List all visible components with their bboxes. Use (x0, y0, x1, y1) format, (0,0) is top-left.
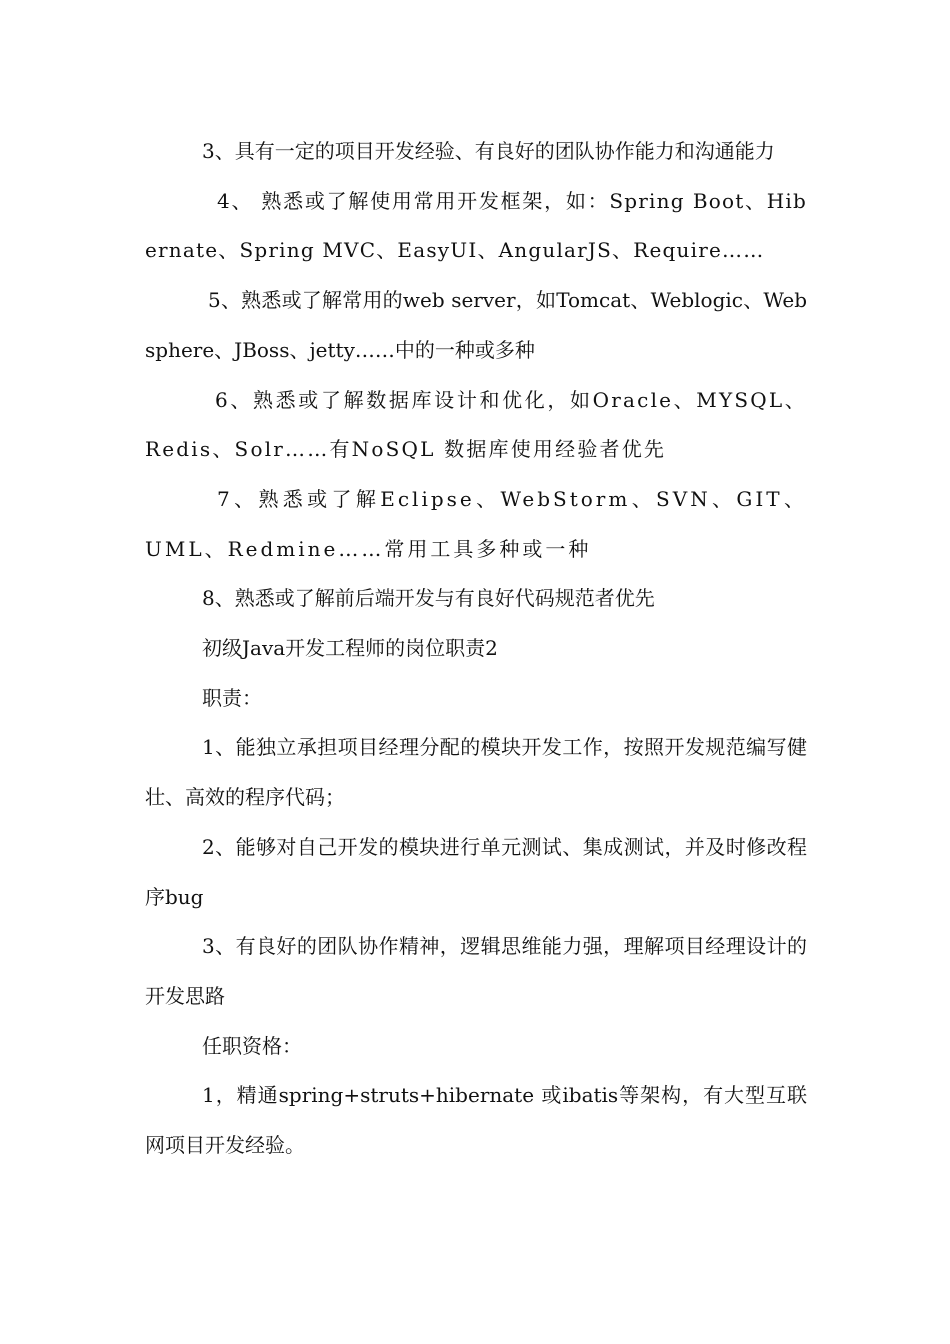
duty-item-3: 3、有良好的团队协作精神，逻辑思维能力强，理解项目经理设计的开发思路 (145, 934, 807, 1008)
requirement-item-4: 4、 熟悉或了解使用常用开发框架，如：Spring Boot、Hibernate、Spring MVC、EasyUI、AngularJS、Require…… (145, 188, 807, 263)
requirement-item-7: 7、熟悉或了解Eclipse、WebStorm、SVN、GIT、UML、Redmine……常用工具多种或一种 (145, 486, 807, 561)
document-body (145, 127, 807, 1171)
duty-item-2: 2、能够对自己开发的模块进行单元测试、集成测试，并及时修改程序bug (145, 834, 807, 909)
qualification-item-1: 1，精通spring+struts+hibernate 或ibatis等架构，有大型互联网项目开发经验。 (145, 1083, 807, 1158)
section-heading: 初级Java开发工程师的岗位职责2 (202, 636, 498, 661)
qualifications-label: 任职资格： (202, 1033, 302, 1058)
duties-label: 职责： (202, 685, 262, 710)
requirement-item-5: 5、熟悉或了解常用的web server，如Tomcat、Weblogic、Websphere、JBoss、jetty……中的一种或多种 (145, 288, 807, 362)
duty-item-1: 1、能独立承担项目经理分配的模块开发工作，按照开发规范编写健壮、高效的程序代码； (145, 735, 807, 810)
requirement-item-3: 3、具有一定的项目开发经验、有良好的团队协作能力和沟通能力 (202, 139, 775, 163)
requirement-item-8: 8、熟悉或了解前后端开发与有良好代码规范者优先 (202, 586, 655, 611)
requirement-item-6: 6、熟悉或了解数据库设计和优化，如Oracle、MYSQL、Redis、Solr……有NoSQL 数据库使用经验者优先 (145, 387, 807, 462)
